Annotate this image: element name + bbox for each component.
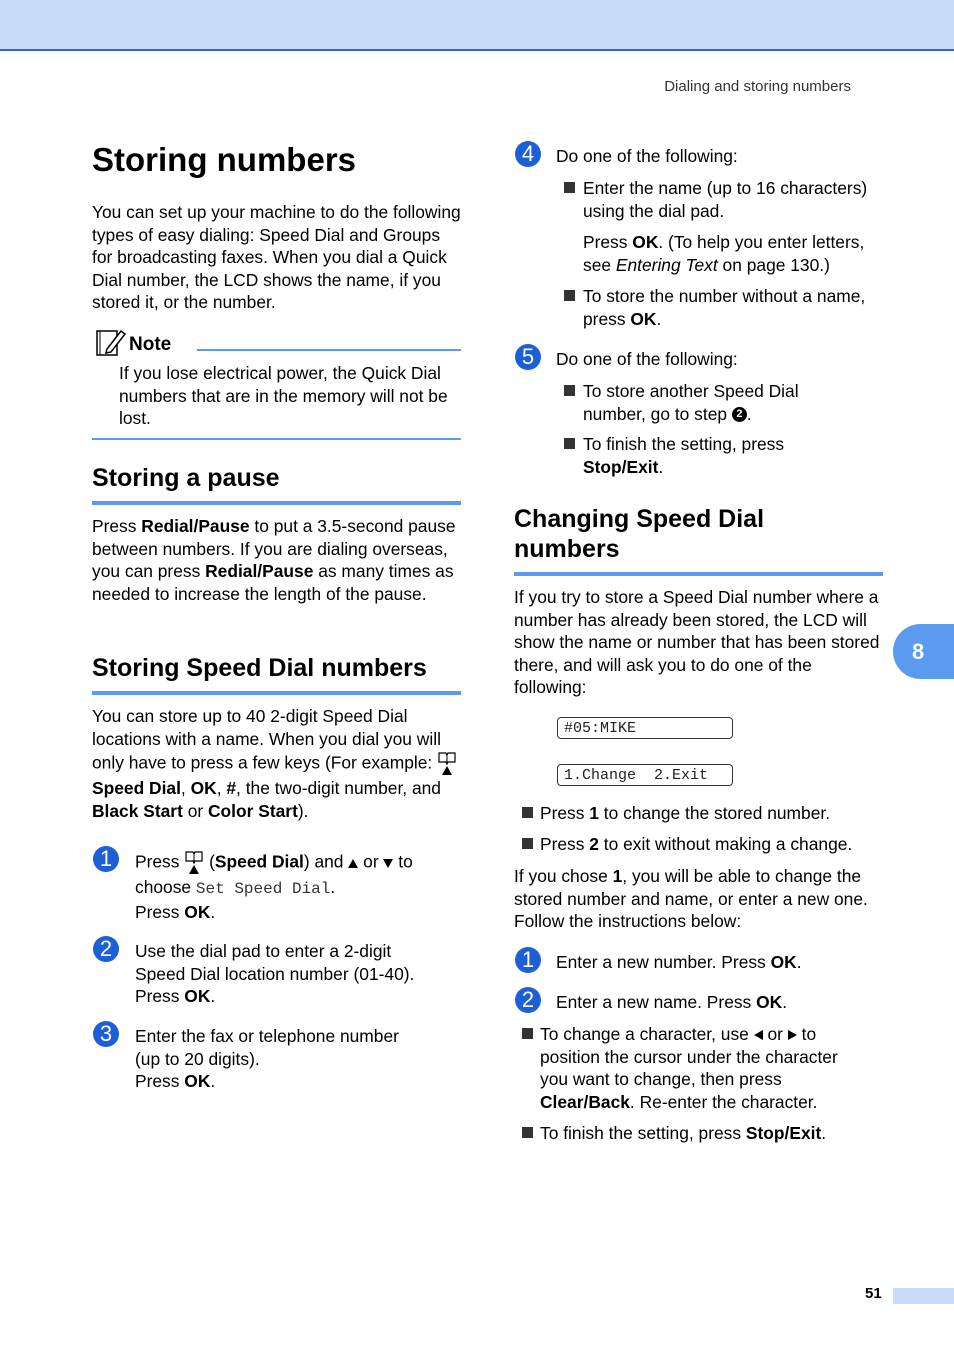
step-number-2: 2	[93, 936, 119, 962]
step-4-option-name-detail: Press OK. (To help you enter letters, see Entering Text on page 130.)	[583, 232, 865, 275]
lcd-display-line-1: #05:MIKE	[557, 717, 733, 739]
speed-dial-paragraph: You can store up to 40 2-digit Speed Dial locations with a name. When you dial you will only have to press a few keys (For example: Speed Dial, OK, #, the two-digit number, and Black Start or Color Start).	[92, 705, 461, 823]
left-arrow-icon	[754, 1030, 763, 1040]
note-title: Note	[129, 334, 172, 355]
change-step-number-1: 1	[515, 947, 541, 973]
down-arrow-icon	[383, 859, 393, 868]
bullet	[564, 290, 575, 301]
right-arrow-icon	[788, 1030, 797, 1040]
lcd-display-line-2: 1.Change 2.Exit	[557, 764, 733, 786]
speed-dial-book-icon	[184, 850, 204, 876]
bullet	[522, 838, 533, 849]
change-option-1: Press 1 to change the stored number.	[540, 803, 831, 823]
change-step-2-text: Enter a new name. Press OK.	[556, 992, 788, 1012]
running-head: Dialing and storing numbers	[664, 78, 851, 95]
pause-paragraph: Press Redial/Pause to put a 3.5-second pause between numbers. If you are dialing overseas, you can press Redial/Pause as many times as needed to increase the length of the pause.	[92, 516, 456, 604]
bullet	[564, 182, 575, 193]
changing-paragraph: If you try to store a Speed Dial number where a number has already been stored, the LCD will show the name or number that has been stored there, and will ask you to do one of the following:	[514, 587, 880, 697]
bullet	[564, 438, 575, 449]
step-2-text: Use the dial pad to enter a 2-digit Speed Dial location number (01-40). Press OK.	[135, 941, 415, 1006]
step-number-1: 1	[93, 846, 119, 872]
bullet	[522, 1127, 533, 1138]
note-divider-bottom	[92, 438, 461, 440]
step-number-5: 5	[515, 344, 541, 370]
section-heading-speed-dial: Storing Speed Dial numbers	[92, 653, 461, 695]
change-option-2: Press 2 to exit without making a change.	[540, 834, 853, 854]
change-character-instruction: To change a character, use or to position the cursor under the character you want to change, then press Clear/Back. Re-enter the character.	[540, 1024, 838, 1112]
speed-dial-book-icon	[437, 751, 457, 777]
finish-setting-instruction: To finish the setting, press Stop/Exit.	[540, 1123, 827, 1143]
step-number-4: 4	[515, 141, 541, 167]
section-heading-changing: Changing Speed Dial numbers	[514, 504, 883, 576]
change-step-number-2: 2	[515, 987, 541, 1013]
note-pencil-icon	[95, 327, 115, 353]
step-5-option-finish: To finish the setting, press Stop/Exit.	[583, 434, 785, 477]
section-heading-pause: Storing a pause	[92, 463, 461, 505]
header-bar	[0, 0, 954, 51]
step-3-text: Enter the fax or telephone number (up to 20 digits). Press OK.	[135, 1026, 399, 1091]
bullet	[522, 1028, 533, 1039]
bullet	[564, 385, 575, 396]
up-arrow-icon	[348, 859, 358, 868]
page-title: Storing numbers	[92, 141, 357, 178]
step-4-option-no-name: To store the number without a name, press OK.	[583, 286, 866, 329]
step-4-text: Do one of the following:	[556, 146, 738, 166]
note-divider-top	[197, 349, 461, 351]
step-1-text: Press (Speed Dial) and or to choose Set Speed Dial. Press OK.	[135, 851, 413, 922]
page-number: 51	[865, 1285, 882, 1302]
chapter-tab: 8	[893, 624, 954, 679]
chose-paragraph: If you chose 1, you will be able to change the stored number and name, or enter a new one. Follow the instructions below:	[514, 866, 868, 931]
step-number-3: 3	[93, 1021, 119, 1047]
step-ref-badge: 2	[732, 407, 747, 422]
footer-bar	[893, 1288, 954, 1304]
change-step-1-text: Enter a new number. Press OK.	[556, 952, 802, 972]
step-5-text: Do one of the following:	[556, 349, 738, 369]
step-5-option-another: To store another Speed Dial number, go to step 2 .	[583, 381, 799, 424]
note-text: If you lose electrical power, the Quick Dial numbers that are in the memory will not be lost.	[119, 363, 448, 428]
step-4-option-name: Enter the name (up to 16 characters) using the dial pad.	[583, 178, 868, 221]
bullet	[522, 807, 533, 818]
intro-paragraph: You can set up your machine to do the following types of easy dialing: Speed Dial and Groups for broadcasting faxes. When you dial a Quick Dial number, the LCD shows the name, if you stored it, or the number.	[92, 202, 461, 312]
